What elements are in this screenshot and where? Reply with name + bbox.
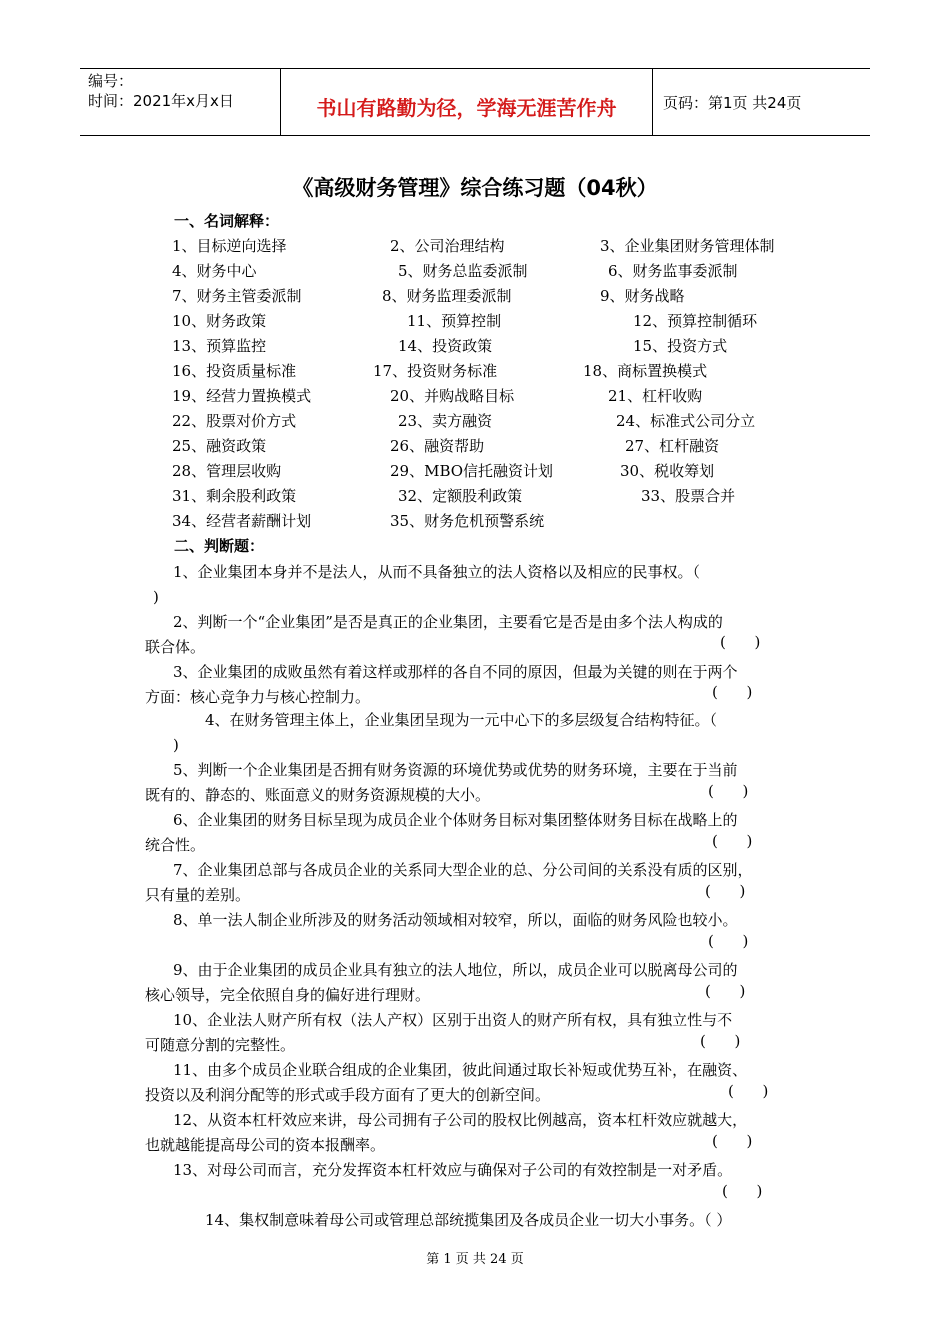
term-item: 11、预算控制 bbox=[407, 312, 502, 330]
term-item: 20、并购战略目标 bbox=[390, 387, 515, 405]
answer-blank: ( ) bbox=[728, 1082, 769, 1100]
question-item bbox=[145, 808, 810, 858]
term-item: 15、投资方式 bbox=[633, 337, 728, 355]
term-item: 5、财务总监委派制 bbox=[398, 262, 528, 280]
question-item bbox=[145, 1208, 810, 1233]
term-item: 13、预算监控 bbox=[172, 337, 267, 355]
term-item: 9、财务战略 bbox=[600, 287, 685, 305]
term-item: 27、杠杆融资 bbox=[625, 437, 720, 455]
answer-blank: ( ) bbox=[712, 1132, 753, 1150]
term-item: 23、卖方融资 bbox=[398, 412, 493, 430]
question-item bbox=[145, 1058, 810, 1108]
term-item: 10、财务政策 bbox=[172, 312, 267, 330]
question-text: 10、企业法人财产所有权（法人产权）区别于出资人的财产所有权，具有独立性与不 bbox=[173, 1011, 733, 1029]
question-text: 7、企业集团总部与各成员企业的关系同大型企业的总、分公司间的关系没有质的区别， bbox=[173, 861, 753, 879]
question-text-continued: 投资以及利润分配等的形式或手段方面有了更大的创新空间。 bbox=[145, 1086, 551, 1104]
question-text-continued: 方面：核心竞争力与核心控制力。 bbox=[145, 688, 371, 706]
question-item bbox=[145, 610, 810, 660]
term-item: 19、经营力置换模式 bbox=[172, 387, 312, 405]
term-item: 1、目标逆向选择 bbox=[172, 237, 287, 255]
term-item: 35、财务危机预警系统 bbox=[390, 512, 545, 530]
question-item bbox=[145, 708, 810, 758]
question-text-continued: 可随意分割的完整性。 bbox=[145, 1036, 296, 1054]
term-item: 22、股票对价方式 bbox=[172, 412, 297, 430]
question-text: 4、在财务管理主体上，企业集团呈现为一元中心下的多层级复合结构特征。（ bbox=[205, 711, 718, 729]
header-table bbox=[80, 68, 870, 136]
number-label: 编号： bbox=[88, 72, 134, 90]
question-text-continued: ) bbox=[153, 588, 159, 606]
term-item: 12、预算控制循环 bbox=[633, 312, 758, 330]
answer-blank: ( ) bbox=[720, 633, 761, 651]
term-item: 33、股票合并 bbox=[641, 487, 736, 505]
question-text: 11、由多个成员企业联合组成的企业集团，彼此间通过取长补短或优势互补，在融资、 bbox=[173, 1061, 748, 1079]
answer-blank: ( ) bbox=[708, 932, 749, 950]
term-item: 26、融资帮助 bbox=[390, 437, 485, 455]
header-page-info: 页码：第1页 共24页 bbox=[663, 93, 802, 112]
term-item: 31、剩余股利政策 bbox=[172, 487, 297, 505]
term-item: 6、财务监事委派制 bbox=[608, 262, 738, 280]
question-item bbox=[145, 560, 810, 610]
question-item bbox=[145, 908, 810, 933]
term-item: 18、商标置换模式 bbox=[583, 362, 708, 380]
header-motto: 书山有路勤为径，学海无涯苦作舟 bbox=[281, 69, 653, 135]
term-item: 3、企业集团财务管理体制 bbox=[600, 237, 775, 255]
question-text: 9、由于企业集团的成员企业具有独立的法人地位，所以，成员企业可以脱离母公司的 bbox=[173, 961, 738, 979]
question-text: 1、企业集团本身并不是法人，从而不具备独立的法人资格以及相应的民事权。（ bbox=[173, 563, 701, 581]
answer-blank: ( ) bbox=[712, 832, 753, 850]
question-text-continued: 只有量的差别。 bbox=[145, 886, 251, 904]
term-item: 32、定额股利政策 bbox=[398, 487, 523, 505]
question-text: 13、对母公司而言，充分发挥资本杠杆效应与确保对子公司的有效控制是一对矛盾。 bbox=[173, 1161, 733, 1179]
document-title: 《高级财务管理》综合练习题（04秋） bbox=[292, 176, 658, 200]
question-text-continued: 核心领导，完全依照自身的偏好进行理财。 bbox=[145, 986, 431, 1004]
answer-blank: ( ) bbox=[712, 683, 753, 701]
term-item: 28、管理层收购 bbox=[172, 462, 282, 480]
term-item: 7、财务主管委派制 bbox=[172, 287, 302, 305]
question-text-continued: 联合体。 bbox=[145, 638, 206, 656]
answer-blank: ( ) bbox=[722, 1182, 763, 1200]
question-text-continued: ) bbox=[173, 736, 179, 754]
question-text: 8、单一法人制企业所涉及的财务活动领域相对较窄，所以，面临的财务风险也较小。 bbox=[173, 911, 738, 929]
question-text: 3、企业集团的成败虽然有着这样或那样的各自不同的原因，但最为关键的则在于两个 bbox=[173, 663, 738, 681]
time-label: 时间：2021年x月x日 bbox=[88, 92, 234, 110]
term-item: 17、投资财务标准 bbox=[373, 362, 498, 380]
answer-blank: ( ) bbox=[705, 982, 746, 1000]
term-item: 2、公司治理结构 bbox=[390, 237, 505, 255]
term-item: 8、财务监理委派制 bbox=[382, 287, 512, 305]
term-item: 24、标准式公司分立 bbox=[616, 412, 756, 430]
answer-blank: ( ) bbox=[700, 1032, 741, 1050]
question-text: 6、企业集团的财务目标呈现为成员企业个体财务目标对集团整体财务目标在战略上的 bbox=[173, 811, 738, 829]
term-item: 25、融资政策 bbox=[172, 437, 267, 455]
question-text-continued: 统合性。 bbox=[145, 836, 206, 854]
question-text: 5、判断一个企业集团是否拥有财务资源的环境优势或优势的财务环境，主要在于当前 bbox=[173, 761, 738, 779]
question-text: 14、集权制意味着母公司或管理总部统揽集团及各成员企业一切大小事务。（ ） bbox=[205, 1211, 732, 1229]
term-item: 29、MBO信托融资计划 bbox=[390, 462, 554, 480]
term-item: 30、税收筹划 bbox=[620, 462, 715, 480]
question-item bbox=[145, 1158, 810, 1183]
term-item: 16、投资质量标准 bbox=[172, 362, 297, 380]
term-item: 34、经营者薪酬计划 bbox=[172, 512, 312, 530]
term-item: 14、投资政策 bbox=[398, 337, 493, 355]
question-text: 12、从资本杠杆效应来讲，母公司拥有子公司的股权比例越高，资本杠杆效应就越大， bbox=[173, 1111, 748, 1129]
section-title-judgment: 二、判断题： bbox=[174, 537, 265, 555]
page-footer: 第 1 页 共 24 页 bbox=[426, 1252, 524, 1267]
answer-blank: ( ) bbox=[708, 782, 749, 800]
section-title-definitions: 一、名词解释： bbox=[174, 212, 280, 230]
term-item: 4、财务中心 bbox=[172, 262, 257, 280]
question-item bbox=[145, 1108, 810, 1158]
question-text-continued: 也就越能提高母公司的资本报酬率。 bbox=[145, 1136, 386, 1154]
answer-blank: ( ) bbox=[705, 882, 746, 900]
question-text: 2、判断一个“企业集团”是否是真正的企业集团，主要看它是否是由多个法人构成的 bbox=[173, 613, 723, 631]
term-item: 21、杠杆收购 bbox=[608, 387, 703, 405]
question-text-continued: 既有的、静态的、账面意义的财务资源规模的大小。 bbox=[145, 786, 491, 804]
header-meta bbox=[80, 69, 281, 135]
question-item bbox=[145, 660, 810, 710]
